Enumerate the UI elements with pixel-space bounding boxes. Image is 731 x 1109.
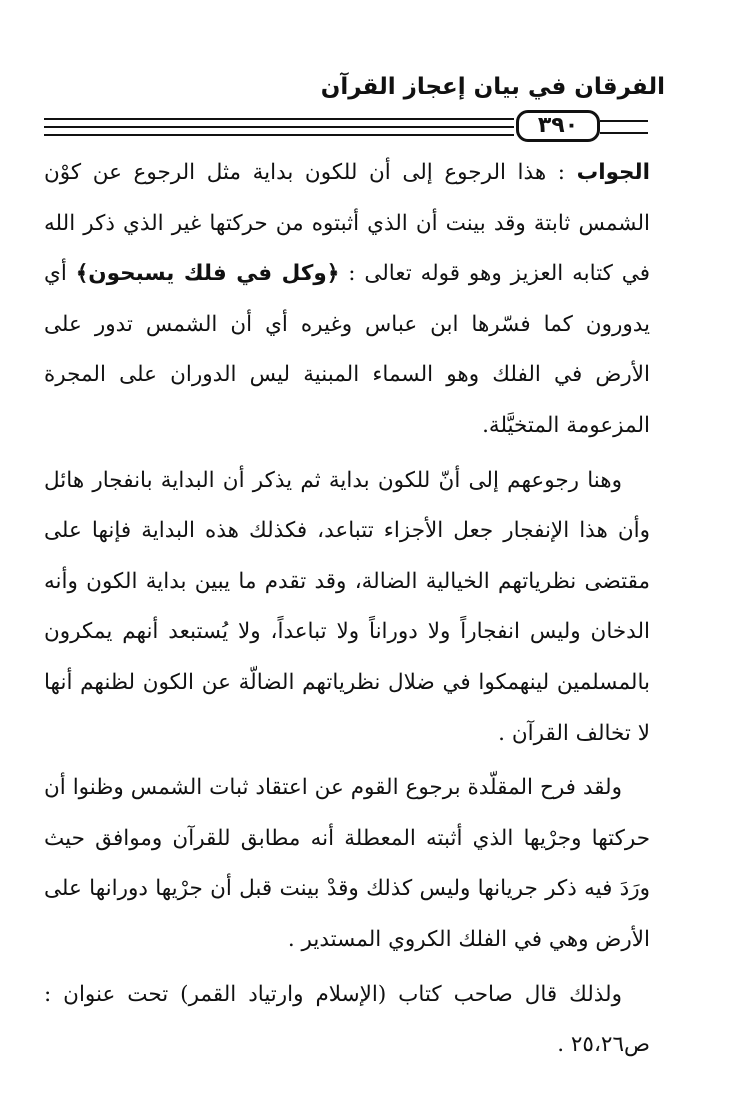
paragraph: ولذلك قال صاحب كتاب (الإسلام وارتياد القمر) تحت عنوان : ص٢٥،٢٦ . — [44, 981, 650, 1058]
paragraph-text: : هذا الرجوع إلى أن للكون بداية مثل الرجوع عن كوْن الشمس ثابتة وقد بينت أن الذي أثبتوه من حركتها غير الذي ذكر الله في كتابه العزيز وهو قوله تعالى : — [44, 160, 650, 287]
paragraph-text: أي يدورون كما فسّرها ابن عباس وغيره أي أن الشمس تدور على الأرض في الفلك وهو السماء المبنية ليس الدوران على المجرة المزعومة المتخيَّلة. — [44, 261, 650, 438]
page-number: ٣٩٠ — [516, 110, 600, 142]
header-rule — [600, 132, 648, 134]
quran-verse: ﴿وكل في فلك يسبحون﴾ — [75, 261, 340, 287]
answer-term: الجواب — [576, 160, 650, 185]
header-rule — [600, 120, 648, 122]
header-rule — [44, 126, 514, 128]
header-rule — [44, 118, 514, 120]
paragraph: ولقد فرح المقلّدة برجوع القوم عن اعتقاد ثبات الشمس وظنوا أن حركتها وجرْيها الذي أثبته المعطلة أنه مطابق للقرآن وموافق حيث ورَدَ فيه ذكر جريانها وليس كذلك وقدْ بينت قبل أن جرْيها دورانها على الأرض وهي في الفلك الكروي المستدير . — [44, 775, 650, 952]
header-rule — [44, 134, 514, 136]
paragraph: وهنا رجوعهم إلى أنّ للكون بداية ثم يذكر أن البداية بانفجار هائل وأن هذا الإنفجار جعل الأجزاء تتباعد، فكذلك هذه البداية فإنها على مقتضى نظرياتهم الخيالية الضالة، وقد تقدم ما يبين بداية الكون وأنه الدخان وليس انفجاراً ولا دوراناً ولا تباعداً، ولا يُستبعد أنهم يمكرون بالمسلمين لينهمكوا في ضلال نظرياتهم الضالّة عن الكون لظنهم أنها لا تخالف القرآن . — [44, 467, 650, 746]
paragraph-answer — [44, 148, 650, 452]
running-title: الفرقان في بيان إعجاز القرآن — [320, 74, 665, 100]
body-text — [44, 148, 650, 1071]
